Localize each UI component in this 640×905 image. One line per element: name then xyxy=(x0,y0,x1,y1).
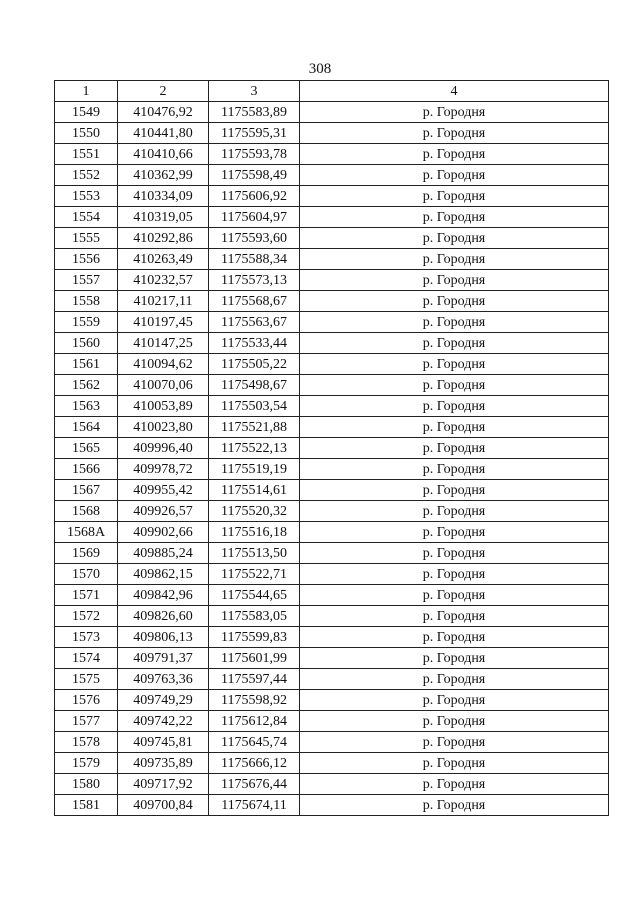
x-coordinate-cell: 409806,13 xyxy=(118,627,209,648)
point-number-cell: 1563 xyxy=(55,396,118,417)
description-cell: р. Городня xyxy=(300,522,609,543)
description-cell: р. Городня xyxy=(300,606,609,627)
x-coordinate-cell: 409862,15 xyxy=(118,564,209,585)
description-cell: р. Городня xyxy=(300,627,609,648)
point-number-cell: 1570 xyxy=(55,564,118,585)
description-cell: р. Городня xyxy=(300,438,609,459)
y-coordinate-cell: 1175583,89 xyxy=(209,102,300,123)
point-number-cell: 1568А xyxy=(55,522,118,543)
table-row xyxy=(55,711,609,732)
description-cell: р. Городня xyxy=(300,396,609,417)
description-cell: р. Городня xyxy=(300,585,609,606)
description-cell: р. Городня xyxy=(300,774,609,795)
y-coordinate-cell: 1175514,61 xyxy=(209,480,300,501)
y-coordinate-cell: 1175513,50 xyxy=(209,543,300,564)
description-cell: р. Городня xyxy=(300,732,609,753)
description-cell: р. Городня xyxy=(300,123,609,144)
description-cell: р. Городня xyxy=(300,144,609,165)
y-coordinate-cell: 1175573,13 xyxy=(209,270,300,291)
table-row xyxy=(55,627,609,648)
y-coordinate-cell: 1175595,31 xyxy=(209,123,300,144)
point-number-cell: 1576 xyxy=(55,690,118,711)
y-coordinate-cell: 1175666,12 xyxy=(209,753,300,774)
point-number-cell: 1559 xyxy=(55,312,118,333)
description-cell: р. Городня xyxy=(300,102,609,123)
point-number-cell: 1564 xyxy=(55,417,118,438)
point-number-cell: 1581 xyxy=(55,795,118,816)
y-coordinate-cell: 1175612,84 xyxy=(209,711,300,732)
x-coordinate-cell: 409885,24 xyxy=(118,543,209,564)
description-cell: р. Городня xyxy=(300,417,609,438)
table-row xyxy=(55,732,609,753)
table-row xyxy=(55,648,609,669)
description-cell: р. Городня xyxy=(300,564,609,585)
x-coordinate-cell: 409735,89 xyxy=(118,753,209,774)
x-coordinate-cell: 409926,57 xyxy=(118,501,209,522)
point-number-cell: 1567 xyxy=(55,480,118,501)
x-coordinate-cell: 409902,66 xyxy=(118,522,209,543)
x-coordinate-cell: 409700,84 xyxy=(118,795,209,816)
description-cell: р. Городня xyxy=(300,312,609,333)
table-row xyxy=(55,522,609,543)
description-cell: р. Городня xyxy=(300,690,609,711)
y-coordinate-cell: 1175583,05 xyxy=(209,606,300,627)
table-row xyxy=(55,543,609,564)
description-cell: р. Городня xyxy=(300,291,609,312)
table-row xyxy=(55,312,609,333)
y-coordinate-cell: 1175505,22 xyxy=(209,354,300,375)
table-row xyxy=(55,354,609,375)
description-cell: р. Городня xyxy=(300,543,609,564)
description-cell: р. Городня xyxy=(300,228,609,249)
point-number-cell: 1580 xyxy=(55,774,118,795)
point-number-cell: 1556 xyxy=(55,249,118,270)
point-number-cell: 1557 xyxy=(55,270,118,291)
x-coordinate-cell: 410232,57 xyxy=(118,270,209,291)
point-number-cell: 1551 xyxy=(55,144,118,165)
point-number-cell: 1571 xyxy=(55,585,118,606)
point-number-cell: 1555 xyxy=(55,228,118,249)
table-row xyxy=(55,291,609,312)
table-row xyxy=(55,564,609,585)
table-row xyxy=(55,207,609,228)
description-cell: р. Городня xyxy=(300,501,609,522)
table-row xyxy=(55,795,609,816)
point-number-cell: 1578 xyxy=(55,732,118,753)
y-coordinate-cell: 1175598,49 xyxy=(209,165,300,186)
table-row xyxy=(55,774,609,795)
y-coordinate-cell: 1175522,13 xyxy=(209,438,300,459)
description-cell: р. Городня xyxy=(300,207,609,228)
description-cell: р. Городня xyxy=(300,648,609,669)
y-coordinate-cell: 1175516,18 xyxy=(209,522,300,543)
point-number-cell: 1565 xyxy=(55,438,118,459)
x-coordinate-cell: 410197,45 xyxy=(118,312,209,333)
x-coordinate-cell: 410094,62 xyxy=(118,354,209,375)
table-row xyxy=(55,333,609,354)
table-row xyxy=(55,690,609,711)
table-row xyxy=(55,102,609,123)
table-row xyxy=(55,753,609,774)
x-coordinate-cell: 409996,40 xyxy=(118,438,209,459)
y-coordinate-cell: 1175593,60 xyxy=(209,228,300,249)
description-cell: р. Городня xyxy=(300,669,609,690)
x-coordinate-cell: 409791,37 xyxy=(118,648,209,669)
point-number-cell: 1566 xyxy=(55,459,118,480)
table-row xyxy=(55,228,609,249)
x-coordinate-cell: 410070,06 xyxy=(118,375,209,396)
point-number-cell: 1574 xyxy=(55,648,118,669)
x-coordinate-cell: 410441,80 xyxy=(118,123,209,144)
point-number-cell: 1553 xyxy=(55,186,118,207)
table-row xyxy=(55,396,609,417)
point-number-cell: 1575 xyxy=(55,669,118,690)
x-coordinate-cell: 410217,11 xyxy=(118,291,209,312)
description-cell: р. Городня xyxy=(300,186,609,207)
x-coordinate-cell: 409763,36 xyxy=(118,669,209,690)
table-row xyxy=(55,270,609,291)
table-row xyxy=(55,669,609,690)
coordinates-table xyxy=(54,80,609,816)
point-number-cell: 1558 xyxy=(55,291,118,312)
description-cell: р. Городня xyxy=(300,249,609,270)
table-row xyxy=(55,459,609,480)
point-number-cell: 1560 xyxy=(55,333,118,354)
x-coordinate-cell: 410023,80 xyxy=(118,417,209,438)
table-header-row xyxy=(55,81,609,102)
y-coordinate-cell: 1175498,67 xyxy=(209,375,300,396)
table-row xyxy=(55,165,609,186)
table-row xyxy=(55,606,609,627)
table-row xyxy=(55,438,609,459)
x-coordinate-cell: 410053,89 xyxy=(118,396,209,417)
point-number-cell: 1573 xyxy=(55,627,118,648)
table-row xyxy=(55,501,609,522)
x-coordinate-cell: 410263,49 xyxy=(118,249,209,270)
y-coordinate-cell: 1175520,32 xyxy=(209,501,300,522)
x-coordinate-cell: 410410,66 xyxy=(118,144,209,165)
point-number-cell: 1579 xyxy=(55,753,118,774)
description-cell: р. Городня xyxy=(300,270,609,291)
description-cell: р. Городня xyxy=(300,354,609,375)
y-coordinate-cell: 1175503,54 xyxy=(209,396,300,417)
y-coordinate-cell: 1175598,92 xyxy=(209,690,300,711)
table-body xyxy=(55,102,609,816)
x-coordinate-cell: 409955,42 xyxy=(118,480,209,501)
x-coordinate-cell: 409749,29 xyxy=(118,690,209,711)
table-row xyxy=(55,144,609,165)
y-coordinate-cell: 1175645,74 xyxy=(209,732,300,753)
y-coordinate-cell: 1175606,92 xyxy=(209,186,300,207)
y-coordinate-cell: 1175674,11 xyxy=(209,795,300,816)
page-number: 308 xyxy=(308,61,332,77)
x-coordinate-cell: 409978,72 xyxy=(118,459,209,480)
y-coordinate-cell: 1175521,88 xyxy=(209,417,300,438)
description-cell: р. Городня xyxy=(300,480,609,501)
point-number-cell: 1562 xyxy=(55,375,118,396)
point-number-cell: 1572 xyxy=(55,606,118,627)
x-coordinate-cell: 409717,92 xyxy=(118,774,209,795)
point-number-cell: 1554 xyxy=(55,207,118,228)
description-cell: р. Городня xyxy=(300,753,609,774)
description-cell: р. Городня xyxy=(300,711,609,732)
table-row xyxy=(55,480,609,501)
point-number-cell: 1568 xyxy=(55,501,118,522)
column-header: 3 xyxy=(209,81,300,102)
x-coordinate-cell: 409742,22 xyxy=(118,711,209,732)
table-row xyxy=(55,186,609,207)
y-coordinate-cell: 1175544,65 xyxy=(209,585,300,606)
x-coordinate-cell: 409745,81 xyxy=(118,732,209,753)
point-number-cell: 1550 xyxy=(55,123,118,144)
point-number-cell: 1552 xyxy=(55,165,118,186)
y-coordinate-cell: 1175533,44 xyxy=(209,333,300,354)
table-row xyxy=(55,249,609,270)
y-coordinate-cell: 1175676,44 xyxy=(209,774,300,795)
y-coordinate-cell: 1175593,78 xyxy=(209,144,300,165)
y-coordinate-cell: 1175599,83 xyxy=(209,627,300,648)
table-row xyxy=(55,417,609,438)
x-coordinate-cell: 410292,86 xyxy=(118,228,209,249)
x-coordinate-cell: 410147,25 xyxy=(118,333,209,354)
point-number-cell: 1549 xyxy=(55,102,118,123)
point-number-cell: 1561 xyxy=(55,354,118,375)
x-coordinate-cell: 410319,05 xyxy=(118,207,209,228)
description-cell: р. Городня xyxy=(300,333,609,354)
x-coordinate-cell: 409842,96 xyxy=(118,585,209,606)
description-cell: р. Городня xyxy=(300,165,609,186)
description-cell: р. Городня xyxy=(300,795,609,816)
column-header: 2 xyxy=(118,81,209,102)
y-coordinate-cell: 1175601,99 xyxy=(209,648,300,669)
y-coordinate-cell: 1175588,34 xyxy=(209,249,300,270)
table-row xyxy=(55,123,609,144)
y-coordinate-cell: 1175519,19 xyxy=(209,459,300,480)
y-coordinate-cell: 1175522,71 xyxy=(209,564,300,585)
y-coordinate-cell: 1175597,44 xyxy=(209,669,300,690)
x-coordinate-cell: 410334,09 xyxy=(118,186,209,207)
x-coordinate-cell: 410362,99 xyxy=(118,165,209,186)
description-cell: р. Городня xyxy=(300,459,609,480)
y-coordinate-cell: 1175604,97 xyxy=(209,207,300,228)
table-row xyxy=(55,375,609,396)
x-coordinate-cell: 409826,60 xyxy=(118,606,209,627)
y-coordinate-cell: 1175568,67 xyxy=(209,291,300,312)
point-number-cell: 1577 xyxy=(55,711,118,732)
column-header: 1 xyxy=(55,81,118,102)
column-header: 4 xyxy=(300,81,609,102)
table-row xyxy=(55,585,609,606)
y-coordinate-cell: 1175563,67 xyxy=(209,312,300,333)
description-cell: р. Городня xyxy=(300,375,609,396)
x-coordinate-cell: 410476,92 xyxy=(118,102,209,123)
point-number-cell: 1569 xyxy=(55,543,118,564)
